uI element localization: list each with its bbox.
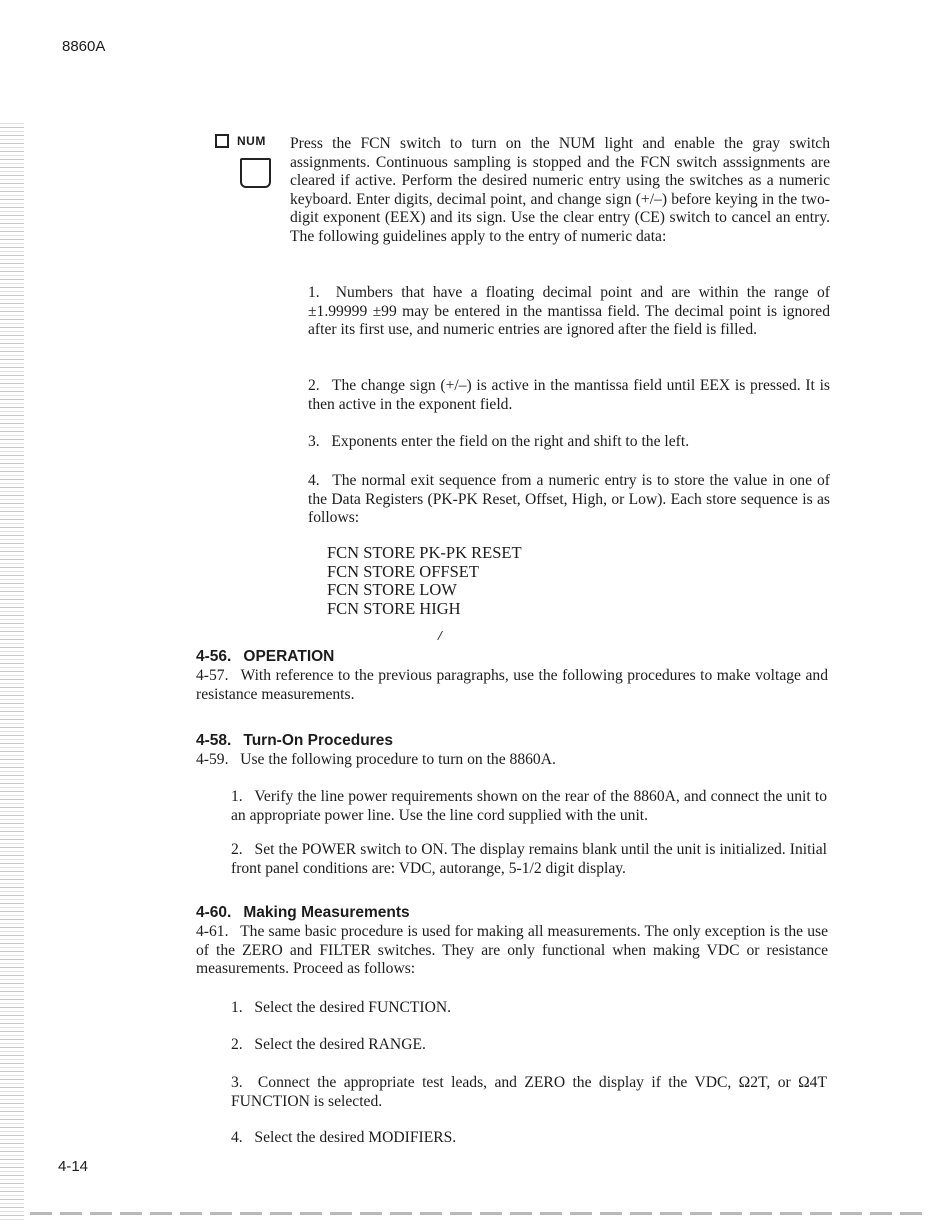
- measurement-step-3: 3. Connect the appropriate test leads, and ZERO the display if the VDC, Ω2T, or Ω4T FUNCTION is selected.: [231, 1074, 827, 1110]
- measurement-step-1: 1. Select the desired FUNCTION.: [231, 999, 452, 1016]
- page-number: 4-14: [58, 1158, 89, 1175]
- num-key-label: NUM: [237, 134, 266, 148]
- store-sequence-item: FCN STORE PK-PK RESET: [327, 543, 522, 562]
- store-sequence-item: FCN STORE HIGH: [327, 598, 461, 618]
- store-sequence-item: FCN STORE LOW: [327, 580, 457, 600]
- operation-paragraph: 4-57. With reference to the previous paragraphs, use the following procedures to make voltage and resistance measurements.: [196, 667, 828, 703]
- stray-mark: /: [438, 629, 442, 644]
- turn-on-step-1: 1. Verify the line power requirements shown on the rear of the 8860A, and connect the unit to an appropriate power line. Use the line cord supplied with the unit.: [231, 788, 827, 824]
- turn-on-paragraph: 4-59. Use the following procedure to turn on the 8860A.: [196, 751, 556, 768]
- checkbox-square-icon: [215, 134, 229, 148]
- switch-key-icon: [240, 158, 271, 188]
- page-header-model: 8860A: [62, 38, 106, 55]
- scan-bottom-artifact: [30, 1212, 930, 1215]
- store-sequence-item: FCN STORE OFFSET: [327, 561, 479, 581]
- num-key-description: Press the FCN switch to turn on the NUM light and enable the gray switch assignments. Continuous sampling is stopped and the FCN switch asssignments are cleared if active. Perform the desired numeric entry using the switches as a numeric keyboard. Enter digits, decimal point, and change sign (+/–) before keying in the two-digit exponent (EEX) and its sign. Use the clear entry (CE) switch to cancel an entry. The following guidelines apply to the entry of numeric data:: [290, 135, 830, 245]
- measurement-step-4: 4. Select the desired MODIFIERS.: [231, 1129, 457, 1146]
- operation-heading: 4-56. OPERATION: [196, 648, 335, 665]
- guideline-4: 4. The normal exit sequence from a numeric entry is to store the value in one of the Data Registers (PK-PK Reset, Offset, High, or Low). Each store sequence is as follows:: [308, 472, 830, 526]
- guideline-1: 1. Numbers that have a floating decimal point and are within the range of ±1.99999 ±99 may be entered in the mantissa field. The decimal point is ignored after its first use, and numeric entries are ignored after the field is filled.: [308, 284, 830, 338]
- guideline-3: 3. Exponents enter the field on the right and shift to the left.: [308, 433, 690, 450]
- turn-on-heading: 4-58. Turn-On Procedures: [196, 732, 393, 749]
- guideline-2: 2. The change sign (+/–) is active in the mantissa field until EEX is pressed. It is then active in the exponent field.: [308, 377, 830, 413]
- measurements-heading: 4-60. Making Measurements: [196, 904, 410, 921]
- store-sequence-list: [327, 544, 522, 618]
- num-key-legend: [215, 134, 266, 148]
- measurements-paragraph: 4-61. The same basic procedure is used for making all measurements. The only exception is the use of the ZERO and FILTER switches. They are only functional when making VDC or resistance measurements. Proceed as follows:: [196, 923, 828, 977]
- scan-edge-artifact: [0, 120, 24, 1220]
- measurement-step-2: 2. Select the desired RANGE.: [231, 1036, 426, 1053]
- turn-on-step-2: 2. Set the POWER switch to ON. The display remains blank until the unit is initialized. Initial front panel conditions are: VDC, autorange, 5-1/2 digit display.: [231, 841, 827, 877]
